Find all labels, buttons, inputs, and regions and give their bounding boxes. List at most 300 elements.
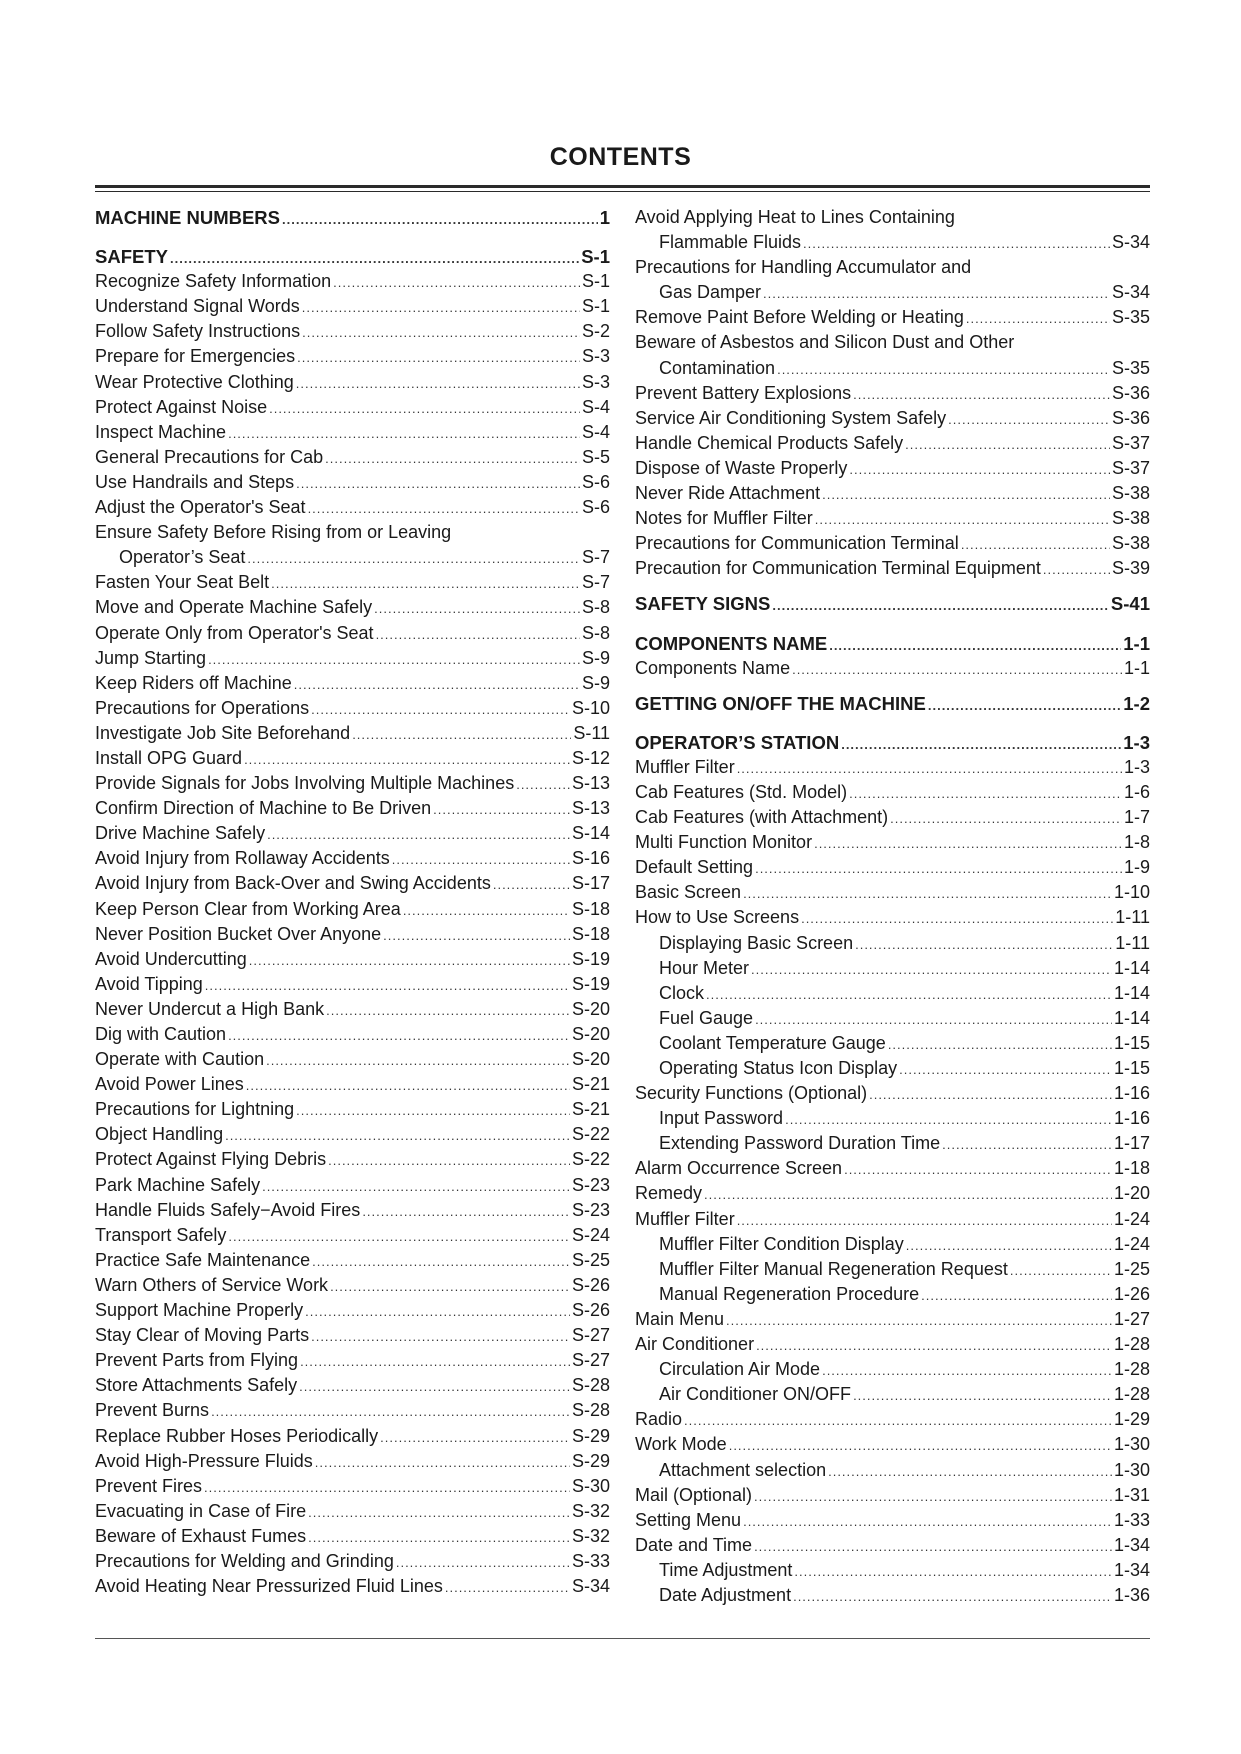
toc-entry[interactable] [95,319,610,344]
bottom-rule [95,1638,1150,1639]
toc-entry[interactable] [95,972,610,997]
dot-leader [777,357,1110,381]
dot-leader [315,1450,570,1474]
toc-entry[interactable] [635,905,1150,930]
toc-entry-title: Operating Status Icon Display [659,1058,898,1078]
toc-entry[interactable] [635,855,1150,880]
toc-entry[interactable] [95,871,610,896]
dot-leader [755,1007,1112,1031]
toc-right-column [635,205,1150,1608]
toc-entry[interactable] [635,1232,1150,1257]
toc-entry-title: Store Attachments Safely [95,1375,298,1396]
toc-entry[interactable] [635,981,1150,1006]
toc-entry[interactable] [635,330,1150,355]
toc-page-number: 1-34 [1113,1559,1150,1580]
toc-entry-title: Operate Only from Operator's Seat [95,622,374,643]
toc-entry[interactable] [635,305,1150,330]
toc-entry[interactable] [95,1574,610,1599]
toc-entry[interactable] [95,1072,610,1097]
toc-entry-title: Manual Regeneration Procedure [659,1283,920,1304]
toc-page-number: S-39 [1111,558,1150,579]
toc-page-number: S-5 [581,446,610,467]
toc-entry-title: Support Machine Properly [95,1300,304,1321]
toc-entry[interactable] [95,1298,610,1323]
dot-leader [305,1299,570,1323]
toc-entry-title: Cab Features (with Attachment) [635,807,889,828]
dot-leader [785,1107,1112,1131]
toc-spacer [635,681,1150,691]
toc-section-heading[interactable] [95,244,610,269]
toc-entry[interactable] [635,805,1150,830]
toc-entry-title: Understand Signal Words [95,296,300,317]
toc-entry[interactable] [635,1583,1150,1608]
toc-entry[interactable] [635,1332,1150,1357]
toc-entry[interactable] [635,456,1150,481]
dot-leader [297,345,580,369]
toc-entry-title: Prevent Burns [95,1400,210,1421]
toc-page-number: 1-31 [1113,1484,1150,1505]
toc-entry-title: Date Adjustment [659,1584,792,1605]
toc-entry[interactable] [95,520,610,545]
dot-leader [822,482,1110,506]
dot-leader [743,1509,1112,1533]
toc-page-number: S-25 [571,1249,610,1270]
toc-entry-title: Muffler Filter Condition Display [659,1233,904,1254]
dot-leader [228,421,580,445]
toc-entry-title: Protect Against Flying Debris [95,1149,327,1170]
page-title: CONTENTS [549,143,692,171]
toc-entry[interactable] [635,1458,1150,1483]
toc-page-number: 1-16 [1113,1108,1150,1129]
dot-leader [899,1057,1112,1081]
toc-page-number: S-12 [571,747,610,768]
toc-page-number: S-26 [571,1274,610,1295]
toc-entry[interactable] [635,531,1150,556]
dot-leader [249,948,570,972]
toc-page-number: 1-15 [1113,1058,1150,1078]
toc-page-number: S-32 [571,1500,610,1521]
toc-section-heading[interactable] [635,730,1150,755]
toc-entry[interactable] [635,1156,1150,1181]
dot-leader [269,396,580,420]
toc-page-number: 1-7 [1123,807,1150,828]
toc-entry-title: Alarm Occurrence Screen [635,1158,843,1179]
toc-entry[interactable] [635,1357,1150,1382]
toc-entry-title: Notes for Muffler Filter [635,508,813,529]
toc-entry-title: Precautions for Lightning [95,1099,295,1120]
top-rule-thin [95,191,1150,192]
toc-entry-title: Muffler Filter Manual Regeneration Request [659,1258,1008,1279]
toc-entry-title: Mail (Optional) [635,1484,753,1505]
toc-entry[interactable] [635,1257,1150,1282]
toc-page-number: 1-28 [1113,1384,1150,1405]
toc-section-heading[interactable] [95,205,610,230]
toc-entry-title: Main Menu [635,1308,725,1329]
dot-leader [743,881,1112,905]
toc-entry[interactable] [95,1323,610,1348]
toc-entry-title: Keep Riders off Machine [95,672,292,693]
toc-entry[interactable] [95,495,610,520]
dot-leader [704,1182,1112,1206]
dot-leader [906,1233,1112,1257]
toc-spacer [635,716,1150,730]
toc-entry-title: Replace Rubber Hoses Periodically [95,1425,379,1446]
dot-leader [853,1383,1112,1407]
toc-entry[interactable] [95,1424,610,1449]
toc-entry-title: Avoid High-Pressure Fluids [95,1450,313,1471]
dot-leader [905,432,1110,456]
toc-page-number: S-8 [581,597,610,618]
toc-page-number: S-29 [571,1450,610,1471]
toc-entry-title: Precautions for Communication Terminal [635,533,959,554]
toc-entry-title: Operator’s Seat [119,547,246,568]
dot-leader [247,546,580,570]
toc-entry-title: Wear Protective Clothing [95,371,294,392]
toc-entry-title: Contamination [659,357,776,378]
toc-entry[interactable] [635,431,1150,456]
toc-page-number: S-10 [571,697,610,718]
toc-entry-title: General Precautions for Cab [95,446,324,467]
toc-entry[interactable] [95,1348,610,1373]
dot-leader [294,672,580,696]
toc-entry[interactable] [95,1398,610,1423]
dot-leader [445,1575,570,1599]
toc-entry-title: Remedy [635,1183,703,1204]
toc-section-heading[interactable] [635,591,1150,616]
dot-leader [325,446,580,470]
toc-entry[interactable] [95,344,610,369]
dot-leader [828,1459,1112,1483]
toc-entry[interactable] [95,470,610,495]
dot-leader [302,320,580,344]
dot-leader [267,822,570,846]
toc-entry[interactable] [95,621,610,646]
toc-page-number: S-33 [571,1550,610,1571]
toc-entry-title: Coolant Temperature Gauge [659,1032,886,1053]
toc-page-number: S-18 [571,923,610,944]
dot-leader [684,1408,1112,1432]
toc-page-number: 1-36 [1113,1584,1150,1605]
toc-entry[interactable] [95,1273,610,1298]
toc-page-number: S-27 [571,1350,610,1371]
toc-entry[interactable] [95,846,610,871]
toc-entry[interactable] [635,1106,1150,1131]
dot-leader [1010,1258,1112,1282]
toc-entry-title: SAFETY SIGNS [635,593,771,615]
toc-entry[interactable] [635,1181,1150,1206]
toc-entry[interactable] [95,269,610,294]
toc-page-number: S-2 [581,321,610,342]
toc-entry[interactable] [95,545,610,570]
toc-entry-title: Avoid Tipping [95,973,203,994]
toc-entry[interactable] [635,1407,1150,1432]
toc-entry-title: MACHINE NUMBERS [95,207,280,228]
toc-entry-title: Adjust the Operator's Seat [95,497,306,518]
toc-entry[interactable] [635,755,1150,780]
dot-leader [228,1224,570,1248]
toc-entry[interactable] [635,1508,1150,1533]
toc-entry[interactable] [95,1223,610,1248]
dot-leader [396,1550,570,1574]
toc-entry-title: Gas Damper [659,282,762,303]
toc-entry[interactable] [635,1483,1150,1508]
toc-entry-title: Default Setting [635,857,754,878]
toc-entry-title: Cab Features (Std. Model) [635,781,848,802]
toc-page-number: S-38 [1111,483,1150,504]
toc-entry-title: Never Position Bucket Over Anyone [95,923,382,944]
toc-page-number: 1-6 [1123,781,1150,802]
toc-entry[interactable] [95,595,610,620]
toc-entry[interactable] [635,880,1150,905]
dot-leader [841,732,1121,755]
toc-entry[interactable] [95,1198,610,1223]
toc-entry[interactable] [635,931,1150,956]
dot-leader [751,957,1112,981]
dot-leader [282,207,598,230]
toc-page-number: 1-20 [1113,1183,1150,1204]
toc-page-number: 1-24 [1113,1233,1150,1254]
dot-leader [204,1475,570,1499]
toc-entry[interactable] [635,381,1150,406]
toc-page-number: S-18 [571,898,610,919]
toc-entry-title: Precaution for Communication Terminal Equipment [635,558,1041,579]
toc-entry[interactable] [95,897,610,922]
toc-page-number: 1-11 [1115,932,1150,953]
toc-entry[interactable] [635,230,1150,255]
toc-page-number: 1-2 [1123,692,1150,714]
toc-section-heading[interactable] [635,691,1150,716]
toc-entry[interactable] [635,656,1150,681]
toc-entry-title: Time Adjustment [659,1559,793,1580]
toc-entry[interactable] [95,1173,610,1198]
dot-leader [376,622,580,646]
toc-page-number: S-41 [1110,593,1150,615]
toc-entry-title: Dig with Caution [95,1024,227,1044]
toc-entry-title: Operate with Caution [95,1049,265,1070]
dot-leader [754,1484,1112,1508]
toc-page-number: 1-28 [1113,1359,1150,1380]
toc-entry[interactable] [95,294,610,319]
toc-entry-title: Muffler Filter [635,1208,735,1229]
toc-page-number: S-7 [581,572,610,593]
toc-entry[interactable] [95,370,610,395]
toc-page-number: S-29 [571,1425,610,1446]
dot-leader [326,998,570,1022]
dot-leader [966,306,1110,330]
toc-entry[interactable] [635,1207,1150,1232]
toc-entry[interactable] [95,696,610,721]
dot-leader [170,246,579,269]
toc-entry[interactable] [95,796,610,821]
dot-leader [849,457,1110,481]
toc-entry[interactable] [95,1097,610,1122]
toc-page-number: S-20 [571,998,610,1019]
toc-page-number: S-17 [571,873,610,894]
toc-entry[interactable] [635,1558,1150,1583]
toc-page-number: S-24 [571,1224,610,1245]
toc-entry[interactable] [635,1006,1150,1031]
toc-entry[interactable] [95,1499,610,1524]
toc-page-number: S-36 [1111,407,1150,428]
toc-page-number: 1-14 [1113,1007,1150,1028]
dot-leader [205,973,570,997]
dot-leader [928,693,1121,716]
toc-entry[interactable] [95,1248,610,1273]
toc-page-number: S-19 [571,973,610,994]
toc-entry[interactable] [95,1373,610,1398]
toc-entry[interactable] [95,646,610,671]
toc-entry[interactable] [95,1474,610,1499]
dot-leader [262,1174,570,1198]
toc-page-number: S-8 [581,622,610,643]
toc-entry[interactable] [635,1056,1150,1081]
toc-left-column [95,205,610,1599]
toc-entry-title: Prevent Battery Explosions [635,382,852,403]
toc-entry[interactable] [635,506,1150,531]
toc-entry[interactable] [635,1131,1150,1156]
toc-entry[interactable] [635,830,1150,855]
dot-leader [844,1157,1112,1181]
toc-entry[interactable] [635,356,1150,381]
toc-page-number: S-9 [581,647,610,668]
toc-entry-title: Air Conditioner ON/OFF [659,1384,852,1405]
toc-page-number: S-1 [581,296,610,317]
toc-page-number: S-19 [571,948,610,969]
toc-page-number: 1-29 [1113,1409,1150,1430]
toc-entry[interactable] [95,997,610,1022]
toc-page-number: S-22 [571,1149,610,1170]
toc-entry[interactable] [95,721,610,746]
toc-entry-title: Precautions for Operations [95,697,310,718]
toc-entry[interactable] [95,1022,610,1047]
toc-entry[interactable] [635,556,1150,581]
toc-entry[interactable] [635,1031,1150,1056]
toc-entry-title: Drive Machine Safely [95,823,266,844]
toc-entry-title: Clock [659,982,705,1003]
toc-page-number: S-9 [581,672,610,693]
toc-page-number: S-20 [571,1049,610,1070]
toc-entry[interactable] [635,406,1150,431]
toc-entry[interactable] [635,1282,1150,1307]
toc-page-number: S-23 [571,1199,610,1220]
toc-entry[interactable] [95,1549,610,1574]
toc-section-heading[interactable] [635,631,1150,656]
toc-page-number: S-37 [1111,432,1150,453]
toc-entry[interactable] [635,205,1150,230]
toc-entry[interactable] [635,1307,1150,1332]
toc-entry[interactable] [95,1524,610,1549]
toc-page-number: 1-34 [1113,1534,1150,1555]
toc-entry[interactable] [95,420,610,445]
toc-page-number: S-3 [581,371,610,392]
toc-entry-title: Avoid Power Lines [95,1074,244,1095]
toc-entry[interactable] [635,1432,1150,1457]
toc-page-number: S-6 [581,497,610,518]
toc-page-number: S-37 [1111,457,1150,478]
toc-entry-title: Use Handrails and Steps [95,471,295,492]
dot-leader [869,1082,1112,1106]
toc-entry[interactable] [95,395,610,420]
toc-page-number: S-20 [571,1024,610,1044]
toc-entry-title: Circulation Air Mode [659,1359,821,1380]
toc-entry-title: Prevent Parts from Flying [95,1350,299,1371]
dot-leader [1043,557,1110,581]
dot-leader [921,1283,1112,1307]
toc-entry[interactable] [95,746,610,771]
toc-entry-title: Ensure Safety Before Rising from or Leaving [95,522,452,543]
toc-entry-title: Never Undercut a High Bank [95,998,325,1019]
toc-entry[interactable] [635,1382,1150,1407]
toc-entry[interactable] [95,1449,610,1474]
dot-leader [756,1333,1112,1357]
toc-entry-title: Investigate Job Site Beforehand [95,722,351,743]
toc-page-number: S-23 [571,1174,610,1195]
toc-entry-title: Avoid Undercutting [95,948,247,969]
toc-entry-title: Object Handling [95,1124,224,1145]
toc-entry[interactable] [635,481,1150,506]
dot-leader [308,1500,570,1524]
dot-leader [815,507,1110,531]
toc-entry[interactable] [95,671,610,696]
toc-entry-title: Remove Paint Before Welding or Heating [635,307,964,328]
dot-leader [296,371,580,395]
toc-entry[interactable] [95,947,610,972]
toc-page-number: S-4 [581,421,610,442]
toc-entry[interactable] [95,570,610,595]
toc-page-number: S-13 [571,773,610,794]
toc-entry-title: Input Password [659,1108,784,1129]
dot-leader [853,382,1110,406]
toc-entry-title: Prevent Fires [95,1475,203,1496]
dot-leader [302,295,580,319]
dot-leader [362,1199,570,1223]
toc-entry[interactable] [95,1147,610,1172]
dot-leader [380,1425,570,1449]
toc-entry[interactable] [95,1047,610,1072]
toc-entry-title: Work Mode [635,1434,727,1455]
toc-entry[interactable] [635,1081,1150,1106]
dot-leader [299,1374,570,1398]
toc-entry[interactable] [635,280,1150,305]
toc-entry[interactable] [635,1533,1150,1558]
toc-entry[interactable] [635,780,1150,805]
toc-spacer [635,617,1150,631]
toc-page-number: S-38 [1111,508,1150,529]
dot-leader [792,657,1122,681]
dot-leader [754,1534,1112,1558]
toc-entry-title: Avoid Injury from Rollaway Accidents [95,848,390,869]
toc-entry-title: Radio [635,1409,683,1430]
toc-page-number: S-34 [1111,282,1150,303]
toc-entry[interactable] [95,922,610,947]
toc-entry[interactable] [95,445,610,470]
toc-entry[interactable] [635,956,1150,981]
toc-entry[interactable] [95,821,610,846]
dot-leader [755,856,1122,880]
dot-leader [888,1032,1112,1056]
toc-entry-title: Park Machine Safely [95,1174,261,1195]
toc-entry[interactable] [635,255,1150,280]
dot-leader [266,1048,570,1072]
toc-page-number: 1-30 [1113,1459,1150,1480]
toc-entry[interactable] [95,771,610,796]
toc-entry-title: Hour Meter [659,957,750,978]
toc-entry-title: Stay Clear of Moving Parts [95,1325,310,1346]
toc-entry[interactable] [95,1122,610,1147]
dot-leader [433,797,570,821]
toc-page-number: S-1 [581,246,610,268]
toc-page-number: S-35 [1111,307,1150,328]
